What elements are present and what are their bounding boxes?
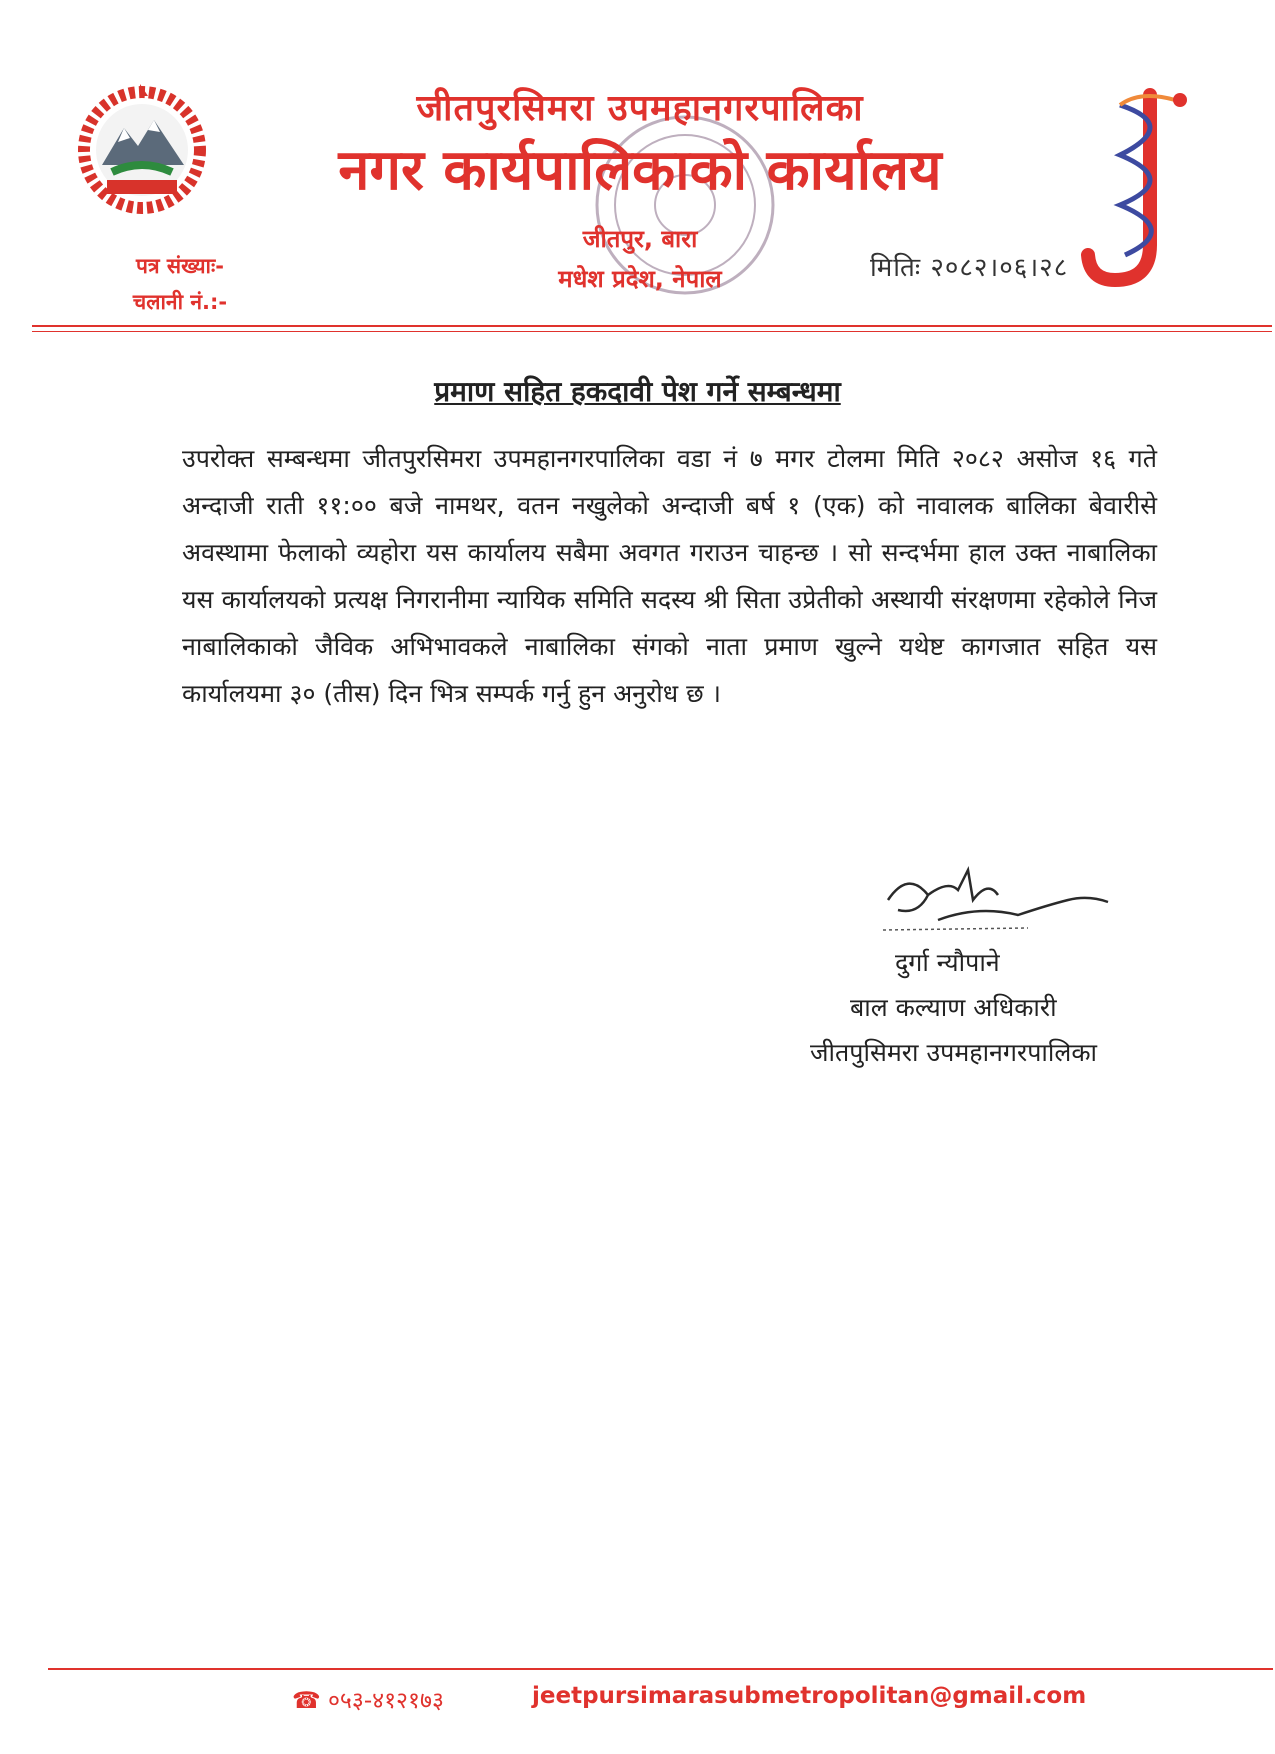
footer-email[interactable]: jeetpursimarasubmetropolitan@gmail.com <box>532 1683 1087 1709</box>
municipality-logo-icon <box>1080 85 1200 295</box>
footer-divider <box>48 1668 1273 1670</box>
signatory-name: दुर्गा न्यौपाने <box>895 948 1000 977</box>
letter-number-label: पत्र संख्याः- <box>136 254 224 278</box>
letter-date: मितिः २०८२।०६।२८ <box>870 253 1069 283</box>
dispatch-number-label: चलानी नं.:- <box>132 290 228 314</box>
nepal-emblem-icon <box>62 80 222 220</box>
letter-body: उपरोक्त सम्बन्धमा जीतपुरसिमरा उपमहानगरपालिका वडा नं ७ मगर टोलमा मिति २०८२ असोज १६ गते अन्दाजी राती ११:०० बजे नामथर, वतन नखुलेको अन्दाजी बर्ष १ (एक) को नावालक बालिका बेवारीसे अवस्थामा फेलाको व्यहोरा यस कार्यालय सबैमा अवगत गराउन चाहन्छ । सो सन्दर्भमा हाल उक्त नाबालिका यस कार्यालयको प्रत्यक्ष निगरानीमा न्यायिक समिति सदस्य श्री सिता उप्रेतीको अस्थायी संरक्षणमा रहेकोले निज नाबालिकाको जैविक अभिभावकले नाबालिका संगको नाता प्रमाण खुल्ने यथेष्ट कागजात सहित यस कार्यालयमा ३० (तीस) दिन भित्र सम्पर्क गर्नु हुन अनुरोध छ । <box>182 444 1157 708</box>
footer-phone: ☎ ०५३-४१२१७३ <box>292 1688 444 1714</box>
letter-subject: प्रमाण सहित हकदावी पेश गर्ने सम्बन्धमा <box>434 375 841 408</box>
header-divider <box>32 325 1272 327</box>
municipality-name: जीतपुरसिमरा उपमहानगरपालिका <box>416 88 864 129</box>
office-title: नगर कार्यपालिकाको कार्यालय <box>338 138 942 203</box>
header-divider-thin <box>32 331 1272 332</box>
office-location: जीतपुर, बारा <box>582 225 698 253</box>
handwritten-signature-icon <box>878 860 1118 940</box>
office-province: मधेश प्रदेश, नेपाल <box>558 265 722 293</box>
signatory-title: बाल कल्याण अधिकारी <box>850 993 1057 1022</box>
signatory-office: जीतपुसिमरा उपमहानगरपालिका <box>810 1038 1097 1067</box>
